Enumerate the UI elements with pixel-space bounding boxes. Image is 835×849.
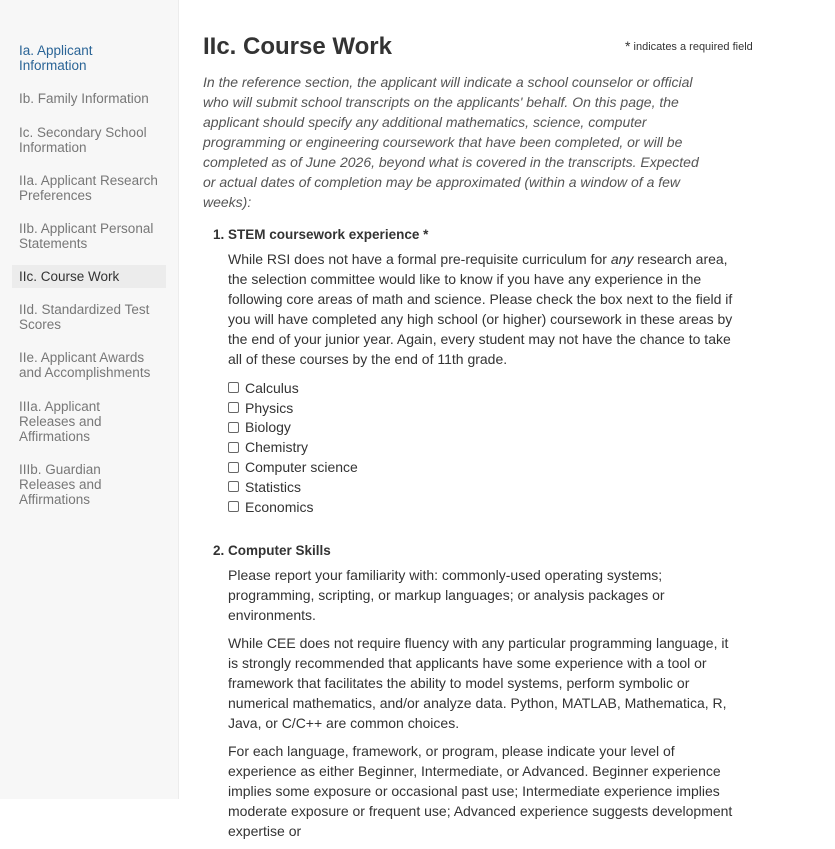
checkbox-chemistry[interactable] bbox=[228, 437, 358, 457]
q1-description bbox=[228, 249, 738, 369]
sidebar-item-applicant-information[interactable]: Ia. Applicant Information bbox=[19, 43, 93, 73]
q2-paragraph-2: While CEE does not require fluency with any particular programming language, it is strongly recommended that applicants have some experience with a tool or framework that facilitates the ability to model systems, perform symbolic or numerical mathematics, and/or analyze data. Python, MATLAB, Mathematica, R, Java, or C/C++ are common choices. bbox=[228, 635, 729, 731]
q1-text-emphasis: any bbox=[610, 251, 634, 267]
checkbox-box[interactable] bbox=[228, 462, 239, 473]
checkbox-label: Physics bbox=[245, 399, 294, 416]
sidebar-item-research-preferences[interactable]: IIa. Applicant Research Preferences bbox=[19, 173, 158, 203]
page-title: IIc. Course Work bbox=[203, 33, 392, 60]
required-star: * bbox=[625, 38, 631, 54]
sidebar-item-family-information[interactable]: Ib. Family Information bbox=[19, 91, 149, 106]
required-field-note bbox=[625, 37, 753, 53]
checkbox-label: Chemistry bbox=[245, 439, 309, 456]
checkbox-label: Biology bbox=[245, 419, 291, 436]
q2-paragraph-3: For each language, framework, or program, please indicate your level of experience as either Beginner, Intermediate, or Advanced. Beginner experience implies some exposure or occasional past use; Intermediate experience implies moderate exposure or frequent use; Advanced experience suggests development expertise or bbox=[228, 743, 733, 839]
checkbox-physics[interactable] bbox=[228, 398, 358, 418]
checkbox-box[interactable] bbox=[228, 501, 239, 512]
checkbox-box[interactable] bbox=[228, 481, 239, 492]
q2-heading: 2. Computer Skills bbox=[213, 543, 331, 558]
checkbox-label: Computer science bbox=[245, 459, 358, 476]
checkbox-biology[interactable] bbox=[228, 418, 358, 438]
q2-paragraph-1: Please report your familiarity with: commonly-used operating systems; programming, scripting, or markup languages; or analysis packages or environments. bbox=[228, 567, 665, 623]
checkbox-label: Economics bbox=[245, 498, 314, 515]
checkbox-box[interactable] bbox=[228, 442, 239, 453]
q1-heading: 1. STEM coursework experience * bbox=[213, 227, 429, 242]
sidebar-item-guardian-releases[interactable]: IIIb. Guardian Releases and Affirmations bbox=[19, 462, 102, 507]
q1-text-before: While RSI does not have a formal pre-requisite curriculum for bbox=[228, 251, 611, 267]
q1-text-after: research area, the selection committee would like to know if you have any experience in the following core areas of math and science. Please check the box next to the field if you will have completed any high school (or higher) coursework in these areas by the end of your junior year. Again, every student may not have the chance to take all of these courses by the end of 11th grade. bbox=[228, 251, 733, 367]
checkbox-label: Statistics bbox=[245, 478, 302, 495]
checkbox-label: Calculus bbox=[245, 379, 299, 396]
checkbox-economics[interactable] bbox=[228, 497, 358, 517]
sidebar-nav bbox=[0, 0, 179, 799]
sidebar-item-personal-statements[interactable]: IIb. Applicant Personal Statements bbox=[19, 221, 154, 251]
checkbox-box[interactable] bbox=[228, 422, 239, 433]
checkbox-computer-science[interactable] bbox=[228, 457, 358, 477]
checkbox-statistics[interactable] bbox=[228, 477, 358, 497]
checkbox-calculus[interactable] bbox=[228, 378, 358, 398]
sidebar-item-awards-accomplishments[interactable]: IIe. Applicant Awards and Accomplishments bbox=[19, 350, 151, 380]
sidebar-item-standardized-test-scores[interactable]: IId. Standardized Test Scores bbox=[19, 302, 150, 332]
checkbox-box[interactable] bbox=[228, 382, 239, 393]
sidebar-item-secondary-school-information[interactable]: Ic. Secondary School Information bbox=[19, 125, 147, 155]
intro-text: In the reference section, the applicant will indicate a school counselor or official who will submit school transcripts on the applicants' behalf. On this page, the applicant should specify any additional mathematics, science, computer programming or engineering coursework that have been completed, or will be completed as of June 2026, beyond what is covered in the transcripts. Expected or actual dates of completion may be approximated (within a window of a few weeks): bbox=[203, 74, 699, 210]
q2-description bbox=[228, 565, 738, 849]
stem-checkbox-list bbox=[228, 378, 358, 517]
checkbox-box[interactable] bbox=[228, 402, 239, 413]
sidebar-item-applicant-releases[interactable]: IIIa. Applicant Releases and Affirmations bbox=[19, 399, 102, 444]
required-note-text: indicates a required field bbox=[633, 41, 753, 53]
sidebar-item-course-work[interactable]: IIc. Course Work bbox=[12, 265, 166, 288]
